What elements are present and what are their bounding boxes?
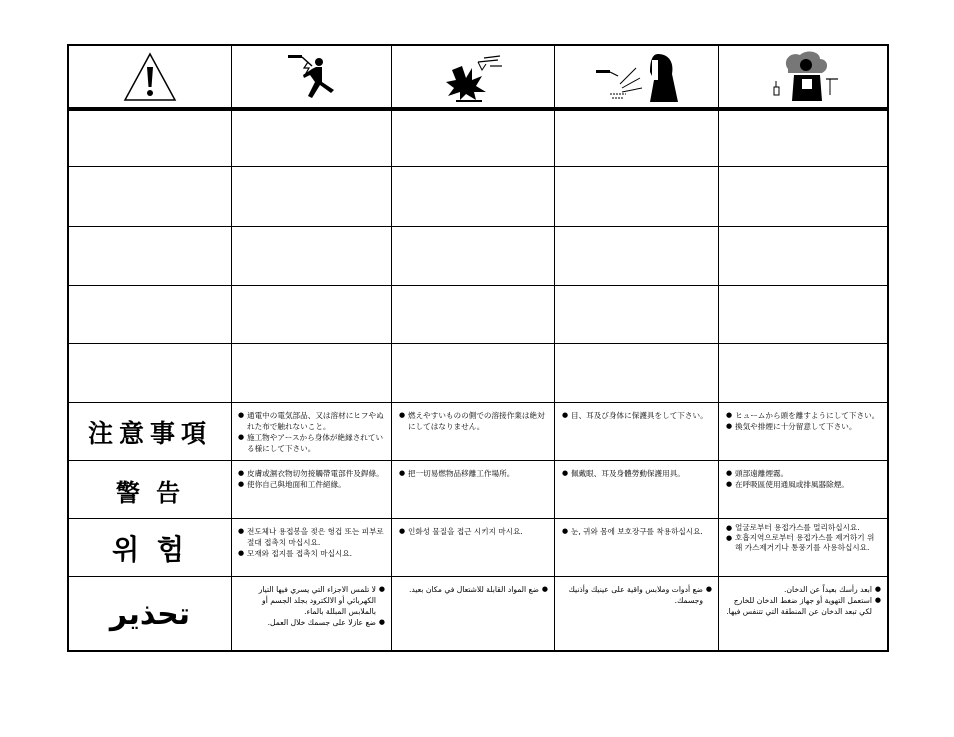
list-item: ● 使你自己與地面和工件絕緣。 xyxy=(238,479,385,490)
list-item: ● ヒュームから頭を離すようにして下さい。 xyxy=(726,410,881,421)
explosion-fire-icon xyxy=(393,46,554,107)
cell-arabic-fire xyxy=(393,578,554,650)
cell-chinese-fumes xyxy=(720,462,887,518)
safety-warning-table xyxy=(67,44,889,652)
list-item: ● ضع المواد القابلة للاشتعال في مكان بعيد. xyxy=(399,584,548,595)
cell-chinese-rays xyxy=(556,462,718,518)
row-divider xyxy=(69,518,887,519)
list-item: ● 頭部遠離煙霧。 xyxy=(726,468,881,479)
list-item: ● 換気や排煙に十分留意して下さい。 xyxy=(726,421,881,432)
warning-triangle-icon xyxy=(69,46,231,107)
column-divider xyxy=(391,46,392,650)
row-divider xyxy=(69,226,887,227)
column-divider xyxy=(718,46,719,650)
row-divider xyxy=(69,166,887,167)
cell-arabic-shock xyxy=(232,578,391,650)
list-item: ● 얼굴로부터 용접가스를 멀리하십시요. xyxy=(726,523,881,533)
row-divider xyxy=(69,460,887,461)
list-item: ● ضع أدوات وملابس واقية على عينيك وأذنيك وجسمك. xyxy=(562,584,712,606)
row-divider xyxy=(69,576,887,577)
cell-korean-fire xyxy=(393,520,554,576)
label-japanese: 注意事項 xyxy=(87,419,212,448)
list-item: ● 在呼吸區使用通風或排風器除煙。 xyxy=(726,479,881,490)
column-divider xyxy=(554,46,555,650)
cell-korean-shock xyxy=(232,520,391,576)
cell-japanese-rays xyxy=(556,404,718,460)
row-divider xyxy=(69,343,887,344)
cell-arabic-rays xyxy=(556,578,718,650)
electric-shock-icon xyxy=(232,46,391,107)
list-item: ● 目、耳及び身体に保護具をして下さい。 xyxy=(562,410,712,421)
list-item: ● 佩戴眼、耳及身體勞動保護用具。 xyxy=(562,468,712,479)
list-item: ● 燃えやすいものの側での溶接作業は絶対にしてはなりません。 xyxy=(399,410,548,432)
list-item: ● 通電中の電気部品、又は溶材にヒフやぬれた布で触れないこと。 xyxy=(238,410,385,432)
row-divider xyxy=(69,285,887,286)
list-item: ● 皮膚或濕衣物切勿接觸帶電部件及銲條。 xyxy=(238,468,385,479)
cell-arabic-fumes xyxy=(720,578,887,650)
list-item: ● 모재와 접지를 접촉치 마십시요. xyxy=(238,548,385,559)
list-item: ● 호흡지역으로부터 용접가스를 제거하기 위해 가스제거기나 통풍기를 사용하십시요. xyxy=(726,533,881,553)
list-item: ● 把一切易燃物品移離工作場所。 xyxy=(399,468,548,479)
list-item: ● استعمل التهوية أو جهاز ضغط الدخان للخارج لكي تبعد الدخان عن المنطقة التي تتنفس فيها. xyxy=(726,595,881,617)
cell-japanese-fumes xyxy=(720,404,887,460)
list-item: ● ابعد رأسك بعيداً عن الدخان. xyxy=(726,584,881,595)
cell-japanese-shock xyxy=(232,404,391,460)
list-item: ● لا تلمس الاجزاء التي يسري فيها التيار الكهربائي أو الالكترود بجلد الجسم أو بالملابس المبللة بالماء. xyxy=(238,584,385,617)
list-item: ● 施工物やアースから身体が絶縁されている様にして下さい。 xyxy=(238,432,385,454)
cell-korean-rays xyxy=(556,520,718,576)
list-item: ● 인화성 물질을 접근 시키지 마시요. xyxy=(399,526,548,537)
cell-chinese-fire xyxy=(393,462,554,518)
label-korean: 위 험 xyxy=(112,533,188,566)
arc-rays-welder-icon xyxy=(556,46,718,107)
list-item: ● 전도체나 용접봉을 젖은 헝겁 또는 피부로 절대 접촉치 마십시요. xyxy=(238,526,385,548)
header-divider xyxy=(69,107,887,111)
cell-chinese-shock xyxy=(232,462,391,518)
list-item: ● ضع عازلا على جسمك خلال العمل. xyxy=(238,617,385,628)
cell-korean-fumes xyxy=(720,520,887,576)
cell-japanese-fire xyxy=(393,404,554,460)
label-arabic: تحذير xyxy=(109,596,191,632)
label-chinese: 警 告 xyxy=(115,478,185,507)
fumes-breathing-icon xyxy=(720,46,887,107)
row-divider xyxy=(69,402,887,403)
list-item: ● 눈, 귀와 몸에 보호장구를 착용하십시요. xyxy=(562,526,712,537)
